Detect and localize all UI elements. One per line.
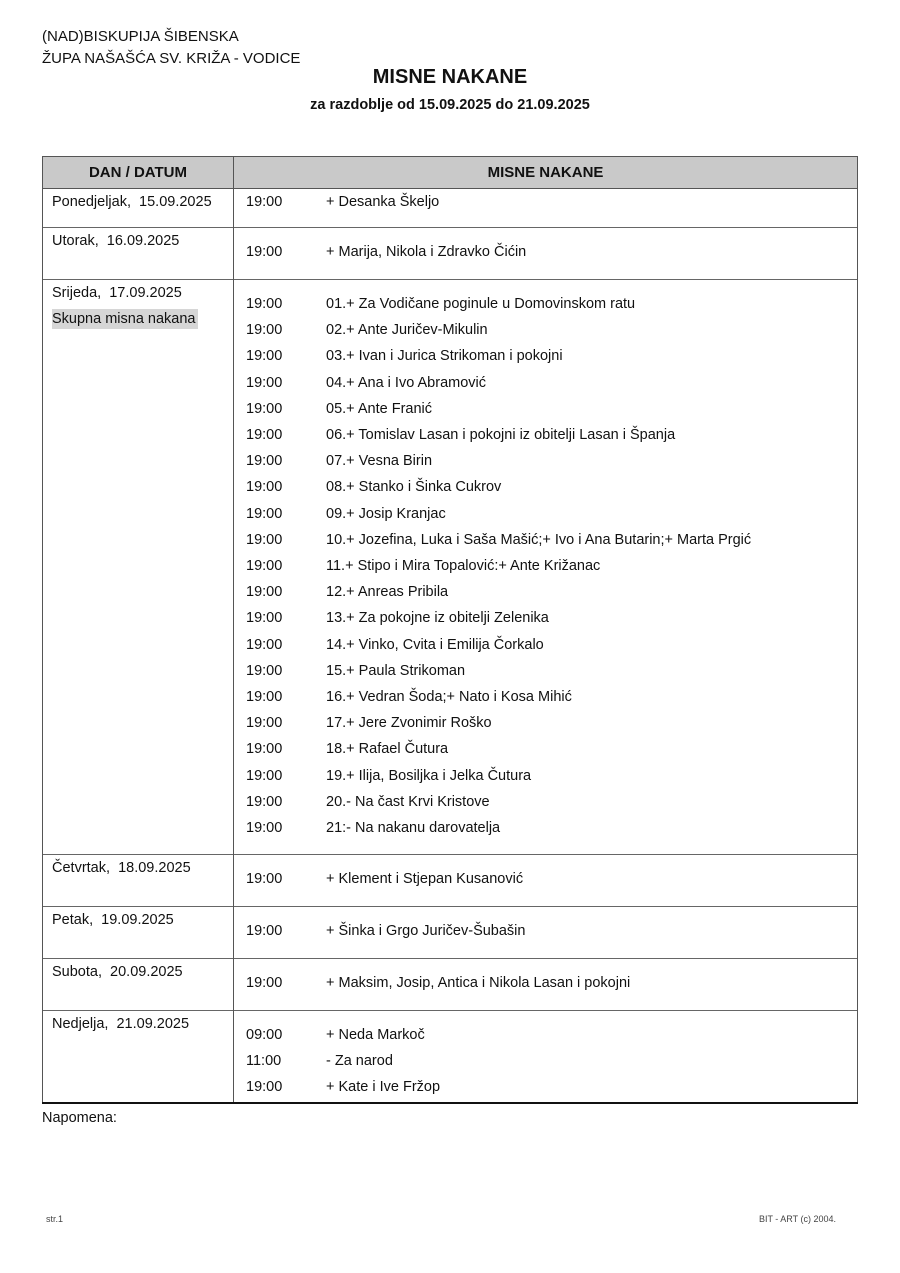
intention-text: 16.+ Vedran Šoda;+ Nato i Kosa Mihić: [326, 689, 572, 706]
mass-intention: [234, 1022, 857, 1048]
mass-intention: [234, 815, 857, 841]
parish-name: ŽUPA NAŠAŠĆA SV. KRIŽA - VODICE: [42, 50, 301, 67]
table-body: [43, 189, 858, 1103]
intention-text: 05.+ Ante Franić: [326, 400, 432, 417]
intention-text: + Maksim, Josip, Antica i Nikola Lasan i pokojni: [326, 975, 631, 991]
mass-intention: [234, 501, 857, 527]
mass-time: 19:00: [246, 479, 283, 496]
mass-time: 19:00: [246, 662, 283, 679]
mass-time: 19:00: [246, 584, 283, 601]
mass-intention: [234, 632, 857, 658]
day-cell: [43, 280, 234, 855]
diocese-name: (NAD)BISKUPIJA ŠIBENSKA: [42, 28, 239, 45]
intention-text: + Kate i Ive Fržop: [326, 1079, 441, 1096]
table-row: [43, 855, 858, 907]
intention-text: + Marija, Nikola i Zdravko Čićin: [326, 244, 527, 260]
intention-text: 02.+ Ante Juričev-Mikulin: [326, 322, 488, 339]
mass-time: 19:00: [246, 505, 283, 522]
mass-intention: [234, 1074, 857, 1100]
day-date: Subota, 20.09.2025: [52, 964, 183, 980]
mass-time: 19:00: [246, 689, 283, 706]
table-row: [43, 280, 858, 855]
intention-text: 08.+ Stanko i Šinka Cukrov: [326, 479, 502, 496]
day-cell: [43, 907, 234, 959]
mass-time: 19:00: [246, 871, 283, 887]
intention-text: 04.+ Ana i Ivo Abramović: [326, 374, 486, 391]
collective-intention-note: Skupna misna nakana: [52, 311, 196, 327]
mass-time: 19:00: [246, 715, 283, 732]
intention-text: 09.+ Josip Kranjac: [326, 505, 446, 522]
mass-time: 19:00: [246, 820, 283, 837]
mass-time: 19:00: [246, 558, 283, 575]
day-date: Četvrtak, 18.09.2025: [52, 860, 191, 876]
mass-time: 11:00: [246, 1053, 282, 1070]
intention-text: 15.+ Paula Strikoman: [326, 662, 466, 679]
mass-intention: [234, 553, 857, 579]
day-cell: [43, 1011, 234, 1103]
intention-text: 01.+ Za Vodičane poginule u Domovinskom ratu: [326, 296, 636, 312]
col-header-day: DAN / DATUM: [43, 157, 234, 189]
intention-text: 21:- Na nakanu darovatelja: [326, 820, 501, 837]
table-row: [43, 959, 858, 1011]
mass-time: 19:00: [246, 531, 283, 548]
intention-text: 10.+ Jozefina, Luka i Saša Mašić;+ Ivo i Ana Butarin;+ Marta Prgić: [326, 531, 752, 548]
intentions-cell: [234, 228, 858, 280]
mass-time: 19:00: [246, 374, 283, 391]
table-row: [43, 1011, 858, 1103]
intention-text: + Klement i Stjepan Kusanović: [326, 871, 524, 887]
copyright: BIT - ART (c) 2004.: [758, 1214, 836, 1224]
mass-intention: [234, 605, 857, 631]
mass-intention: [234, 422, 857, 448]
day-date: Petak, 19.09.2025: [52, 912, 174, 928]
mass-intention: [234, 763, 857, 789]
day-date: Nedjelja, 21.09.2025: [52, 1016, 190, 1032]
mass-time: 19:00: [246, 194, 283, 210]
intention-text: + Desanka Škeljo: [326, 194, 440, 210]
intention-text: 19.+ Ilija, Bosiljka i Jelka Čutura: [326, 767, 532, 784]
mass-intention: [234, 448, 857, 474]
day-cell: [43, 855, 234, 907]
table-header-row: [43, 157, 858, 189]
intention-text: 03.+ Ivan i Jurica Strikoman i pokojni: [326, 348, 563, 365]
mass-time: 19:00: [246, 427, 283, 444]
page-number: str.1: [46, 1214, 64, 1224]
intentions-cell: [234, 189, 858, 228]
table-row: [43, 189, 858, 228]
intentions-cell: [234, 1011, 858, 1103]
mass-intention: [234, 396, 857, 422]
mass-time: 19:00: [246, 793, 283, 810]
period-subtitle: za razdoblje od 15.09.2025 do 21.09.2025: [310, 97, 590, 113]
intentions-table: [42, 156, 858, 1104]
mass-intention: [234, 239, 857, 265]
intention-text: 06.+ Tomislav Lasan i pokojni iz obitelji Lasan i Španja: [326, 427, 676, 444]
mass-time: 19:00: [246, 636, 283, 653]
table-row: [43, 907, 858, 959]
col-header-intentions: MISNE NAKANE: [234, 157, 858, 189]
table-row: [43, 228, 858, 280]
mass-intention: [234, 684, 857, 710]
mass-time: 19:00: [246, 741, 283, 758]
intention-text: + Šinka i Grgo Juričev-Šubašin: [326, 923, 526, 939]
intentions-cell: [234, 959, 858, 1011]
intention-text: - Za narod: [326, 1053, 393, 1070]
intentions-cell: [234, 855, 858, 907]
mass-intention: [234, 658, 857, 684]
intention-text: 14.+ Vinko, Cvita i Emilija Čorkalo: [326, 636, 544, 653]
mass-time: 19:00: [246, 453, 283, 470]
mass-time: 19:00: [246, 975, 283, 991]
mass-intention: [234, 189, 857, 215]
mass-intention: [234, 789, 857, 815]
mass-intention: [234, 370, 857, 396]
parish-header: [42, 26, 300, 70]
mass-time: 19:00: [246, 923, 283, 939]
mass-intention: [234, 317, 857, 343]
intentions-cell: [234, 907, 858, 959]
mass-time: 19:00: [246, 610, 283, 627]
intention-text: 17.+ Jere Zvonimir Roško: [326, 715, 492, 732]
day-date: Srijeda, 17.09.2025: [52, 285, 182, 301]
mass-time: 19:00: [246, 400, 283, 417]
mass-time: 19:00: [246, 767, 283, 784]
day-date: Utorak, 16.09.2025: [52, 233, 180, 249]
intention-text: 20.- Na čast Krvi Kristove: [326, 793, 490, 810]
day-cell: [43, 959, 234, 1011]
mass-intention: [234, 918, 857, 944]
intention-text: + Neda Markoč: [326, 1027, 425, 1043]
mass-intention: [234, 1048, 857, 1074]
mass-time: 19:00: [246, 322, 283, 339]
mass-intention: [234, 736, 857, 762]
mass-intention: [234, 343, 857, 369]
mass-time: 19:00: [246, 348, 283, 365]
intention-text: 18.+ Rafael Čutura: [326, 741, 449, 758]
intention-text: 07.+ Vesna Birin: [326, 453, 433, 470]
mass-time: 19:00: [246, 296, 283, 312]
intention-text: 13.+ Za pokojne iz obitelji Zelenika: [326, 610, 549, 627]
note-label: Napomena:: [42, 1110, 117, 1126]
mass-intention: [234, 710, 857, 736]
mass-intention: [234, 291, 857, 317]
day-cell: [43, 189, 234, 228]
mass-time: 19:00: [246, 244, 283, 260]
intention-text: 11.+ Stipo i Mira Topalović:+ Ante Križanac: [326, 558, 601, 575]
mass-intention: [234, 866, 857, 892]
mass-intention: [234, 970, 857, 996]
day-cell: [43, 228, 234, 280]
mass-time: 09:00: [246, 1027, 283, 1043]
mass-intention: [234, 474, 857, 500]
intentions-cell: [234, 280, 858, 855]
mass-time: 19:00: [246, 1079, 283, 1096]
mass-intention: [234, 527, 857, 553]
day-date: Ponedjeljak, 15.09.2025: [52, 194, 212, 210]
page-title: MISNE NAKANE: [372, 66, 528, 88]
mass-intention: [234, 579, 857, 605]
intention-text: 12.+ Anreas Pribila: [326, 584, 449, 601]
